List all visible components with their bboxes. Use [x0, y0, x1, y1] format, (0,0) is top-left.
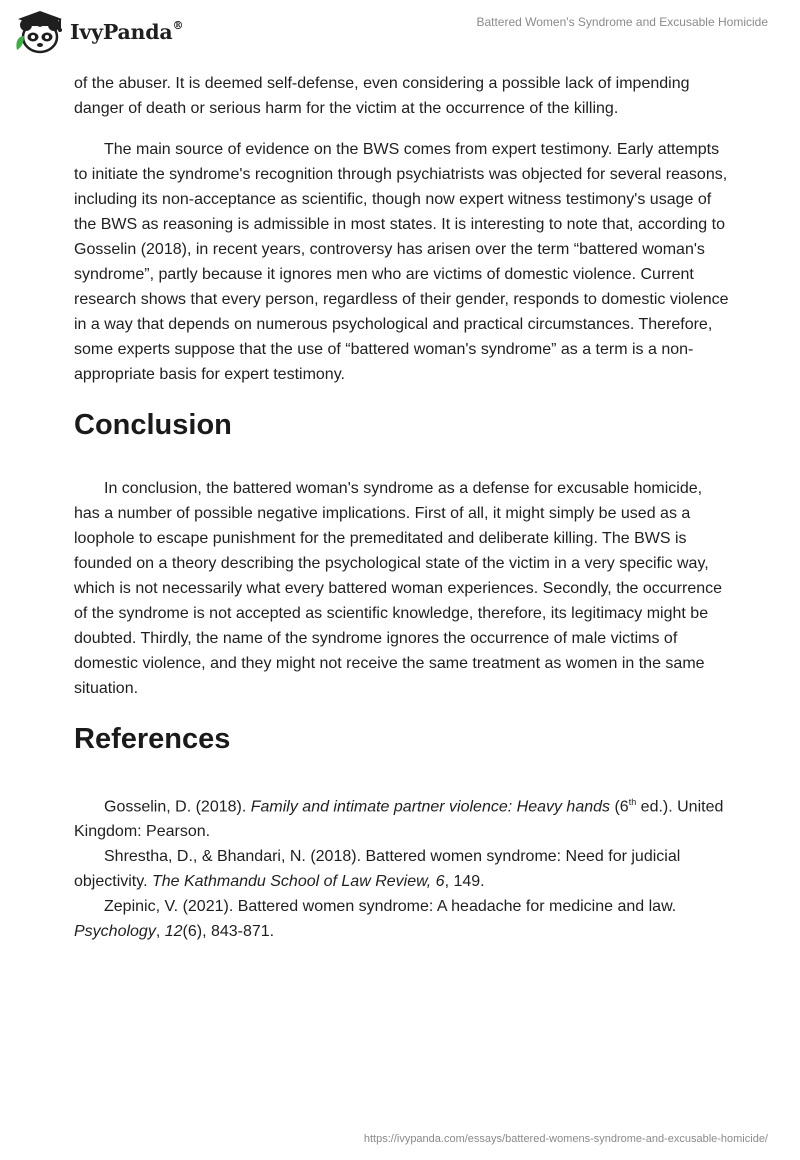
panda-logo-icon	[14, 10, 66, 54]
reference-item: Zepinic, V. (2021). Battered women syndrome: A headache for medicine and law. Psychology, 12(6), 843-871.	[74, 898, 677, 941]
paragraph-expert-testimony: The main source of evidence on the BWS comes from expert testimony. Early attempts to initiate the syndrome's recognition through psychiatrists was objected for several reasons, including its non-acceptance as scientific, though now expert witness testimony's usage of the BWS as reasoning is admissible in most states. It is interesting to note that, according to Gosselin (2018), in recent years, controversy has arisen over the term “battered woman's syndrome”, partly because it ignores men who are victims of domestic violence. Current research shows that every person, regardless of their gender, responds to domestic violence in a way that depends on numerous psychological and practical circumstances. Therefore, some experts suppose that the use of “battered woman's syndrome” as a term is a non-appropriate basis for expert testimony.	[74, 141, 729, 383]
document-title-header: Battered Women's Syndrome and Excusable Homicide	[476, 15, 768, 29]
essay-content	[74, 71, 730, 944]
reference-item: Gosselin, D. (2018). Family and intimate partner violence: Heavy hands (6th ed.). United Kingdom: Pearson.	[74, 797, 724, 841]
reference-item: Shrestha, D., & Bhandari, N. (2018). Battered women syndrome: Need for judicial objectivity. The Kathmandu School of Law Review, 6, 149.	[74, 848, 681, 891]
conclusion-paragraph: In conclusion, the battered woman's syndrome as a defense for excusable homicide, has a number of possible negative implications. First of all, it might simply be used as a loophole to escape punishment for the premeditated and deliberate killing. The BWS is founded on a theory describing the psychological state of the victim in a very specific way, which is not necessarily what every battered woman experiences. Secondly, the occurrence of the syndrome is not accepted as scientific knowledge, therefore, its legitimacy might be doubted. Thirdly, the name of the syndrome ignores the occurrence of male victims of domestic violence, and they might not receive the same treatment as women in the same situation.	[74, 480, 723, 697]
ivypanda-logo[interactable]	[14, 8, 183, 56]
footer-source-url[interactable]: https://ivypanda.com/essays/battered-womens-syndrome-and-excusable-homicide/	[363, 1133, 768, 1145]
paragraph-continued: of the abuser. It is deemed self-defense, even considering a possible lack of impending danger of death or serious harm for the victim at the occurrence of the killing.	[74, 75, 690, 117]
conclusion-heading: Conclusion	[74, 409, 232, 441]
brand-name: IvyPanda®	[70, 19, 184, 44]
references-heading: References	[74, 723, 231, 755]
